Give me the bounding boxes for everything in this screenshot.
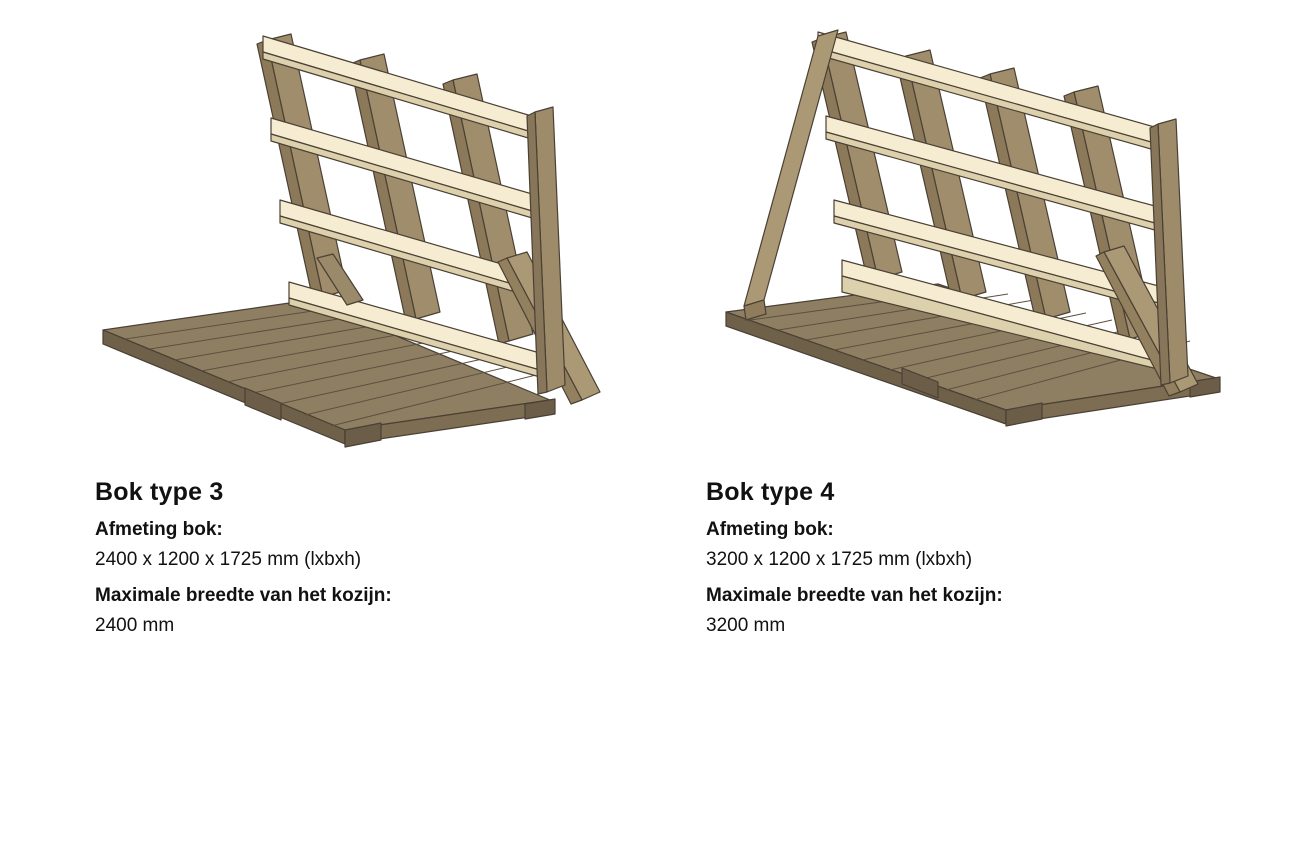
bok-type-3-dimension-label: Afmeting bok: bbox=[95, 519, 223, 540]
bok-type-4-illustration bbox=[706, 0, 1302, 470]
bok-type-4-max-width-label: Maximale breedte van het kozijn: bbox=[706, 585, 1003, 606]
bok-type-3-max-width-label: Maximale breedte van het kozijn: bbox=[95, 585, 392, 606]
wooden-rack-drawing-4 bbox=[706, 0, 1266, 470]
bok-type-3-max-width-value: 2400 mm bbox=[95, 615, 175, 636]
product-block-bok-type-4 bbox=[651, 0, 1302, 637]
bok-type-3-title: Bok type 3 bbox=[95, 478, 224, 506]
bok-type-3-caption bbox=[95, 470, 651, 637]
wooden-rack-drawing-3 bbox=[95, 0, 615, 470]
product-block-bok-type-3 bbox=[0, 0, 651, 637]
bok-type-3-illustration bbox=[95, 0, 651, 470]
bok-type-4-max-width-value: 3200 mm bbox=[706, 615, 786, 636]
bok-type-4-dimension-value: 3200 x 1200 x 1725 mm (lxbxh) bbox=[706, 549, 973, 570]
bok-type-4-dimension-label: Afmeting bok: bbox=[706, 519, 834, 540]
bok-type-4-title: Bok type 4 bbox=[706, 478, 835, 506]
bok-type-4-caption bbox=[706, 470, 1302, 637]
bok-type-3-dimension-value: 2400 x 1200 x 1725 mm (lxbxh) bbox=[95, 549, 362, 570]
